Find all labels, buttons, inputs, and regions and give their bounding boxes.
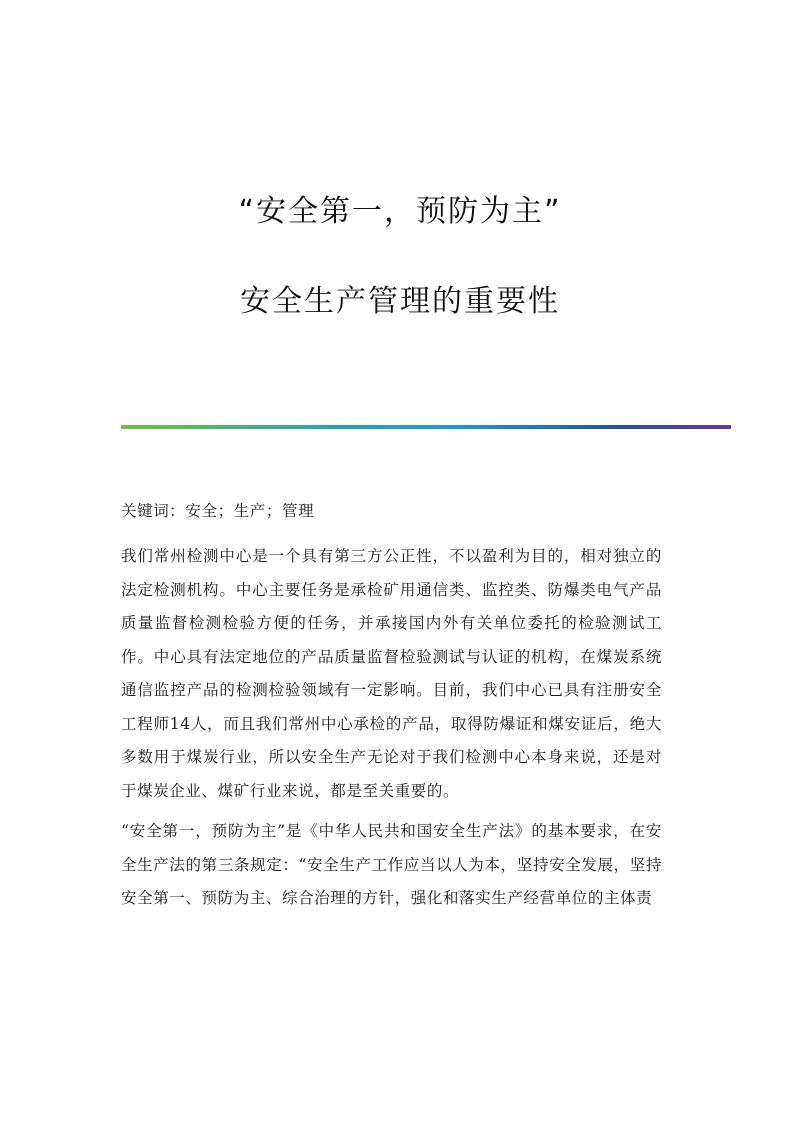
gradient-divider (121, 425, 731, 429)
document-title-line-1: “安全第一，预防为主” (238, 194, 562, 229)
document-title-line-2: 安全生产管理的重要性 (240, 284, 560, 319)
keywords-line: 关键词：安全；生产；管理 (121, 502, 315, 520)
body-paragraph-2: “安全第一，预防为主”是《中华人民共和国安全生产法》的基本要求，在安全生产法的第三条规定：“安全生产工作应当以人为本，坚持安全发展，坚持安全第一、预防为主、综合治理的方针，强化和落实生产经营单位的主体责 (121, 822, 662, 907)
document-body (121, 540, 662, 916)
body-paragraph-1: 我们常州检测中心是一个具有第三方公正性，不以盈利为目的，相对独立的法定检测机构。中心主要任务是承检矿用通信类、监控类、防爆类电气产品质量监督检测检验方便的任务，并承接国内外有关单位委托的检验测试工作。中心具有法定地位的产品质量监督检验测试与认证的机构，在煤炭系统通信监控产品的检测检验领域有一定影响。目前，我们中心已具有注册安全工程师14人，而且我们常州中心承检的产品，取得防爆证和煤安证后，绝大多数用于煤炭行业，所以安全生产无论对于我们检测中心本身来说，还是对于煤炭企业、煤矿行业来说，都是至关重要的。 (121, 547, 662, 800)
